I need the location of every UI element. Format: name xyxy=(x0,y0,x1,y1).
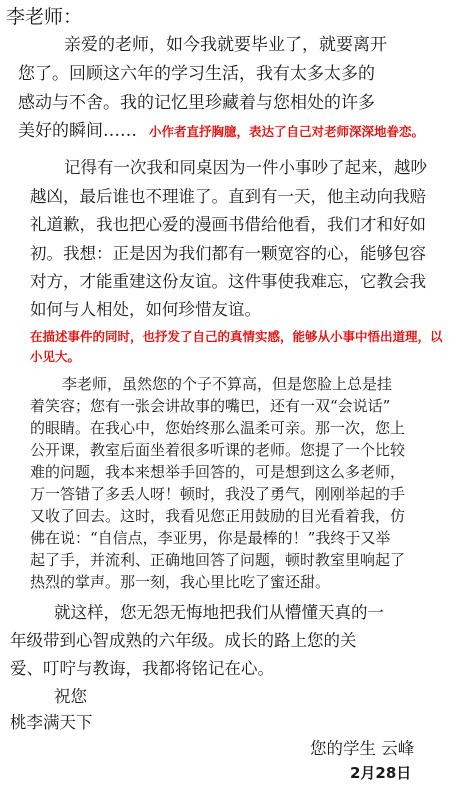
para1-line: 您了。回顾这六年的学习生活，我有太多太多的 xyxy=(18,64,375,84)
para3-line: 万一答错了多丢人呀！顿时，我没了勇气，刚刚举起的手 xyxy=(30,485,406,503)
para3-line: 李老师，虽然您的个子不算高，但是您脸上总是挂 xyxy=(62,375,393,393)
wish: 桃李满天下 xyxy=(10,713,93,732)
comment-2-line: 小见大。 xyxy=(30,349,81,364)
para2-line: 初。我想：正是因为我们都有一颗宽容的心，能够包容 xyxy=(30,244,426,263)
para2-line: 对方，才能重建这份友谊。这件事使我难忘，它教会我 xyxy=(30,272,426,291)
para2-line: 如何与人相处，如何珍惜友谊。 xyxy=(30,300,261,319)
para3-line: 难的问题，我本来想举手回答的，可是想到这么多老师， xyxy=(30,463,406,481)
para4-line: 爱、叮咛与教诲，我都将铭记在心。 xyxy=(10,659,274,678)
para2-line: 记得有一次我和同桌因为一件小事吵了起来，越吵 xyxy=(64,158,427,177)
para1-line: 亲爱的老师，如今我就要毕业了，就要离开 xyxy=(64,35,387,55)
date: 2月28日 xyxy=(350,764,412,782)
para3-line: 佛在说：“自信点，李亚男，你是最棒的！”我终于又举 xyxy=(30,529,391,547)
para4-line: 就这样，您无怨无悔地把我们从懵懂天真的一 xyxy=(54,603,384,622)
salutation: 李老师： xyxy=(6,6,83,28)
para3-line: 公开课，教室后面坐着很多听课的老师。您提了一个比较 xyxy=(30,441,406,459)
para3-line: 着笑容；您有一张会讲故事的嘴巴，还有一双“会说话” xyxy=(30,397,391,415)
para2-line: 礼道歉，我也把心爱的漫画书借给他看，我们才和好如 xyxy=(30,215,426,234)
signature: 您的学生 云峰 xyxy=(310,739,415,758)
para4-line: 年级带到心智成熟的六年级。成长的路上您的关 xyxy=(10,631,357,650)
para3-line: 起了手，并流利、正确地回答了问题，顿时教室里响起了 xyxy=(30,551,406,569)
closing: 祝您 xyxy=(54,687,87,706)
para3-line: 的眼睛。在我心中，您始终那么温柔可亲。那一次，您上 xyxy=(30,419,406,437)
comment-1: 小作者直抒胸臆，表达了自己对老师深深地眷恋。 xyxy=(149,124,425,139)
para2-line: 越凶，最后谁也不理谁了。直到有一天，他主动向我赔 xyxy=(30,187,426,206)
para1-line: 感动与不舍。我的记忆里珍藏着与您相处的许多 xyxy=(18,93,375,113)
para3-line: 热烈的掌声。那一刻，我心里比吃了蜜还甜。 xyxy=(30,573,331,591)
para1-last-line xyxy=(18,120,476,142)
para3-line: 又收了回去。这时，我看见您正用鼓励的目光看着我，仿 xyxy=(30,507,406,525)
para1-last-text: 美好的瞬间…… xyxy=(18,121,137,141)
comment-2-line: 在描述事件的同时，也抒发了自己的真情实感，能够从小事中悟出道理，以 xyxy=(30,329,443,344)
